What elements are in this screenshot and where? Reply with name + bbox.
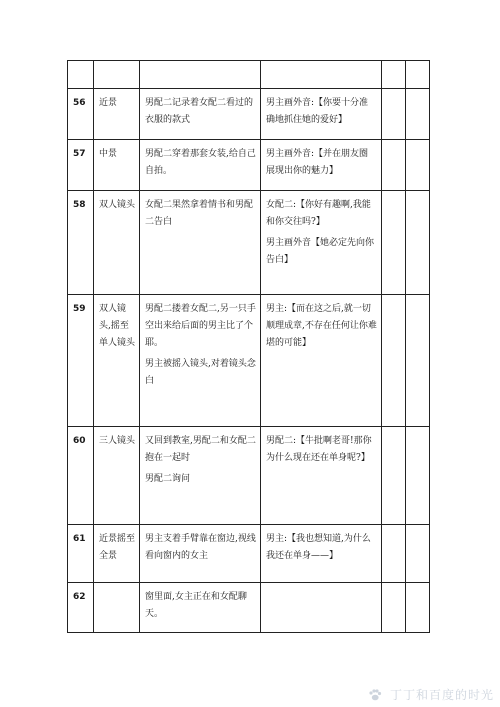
shot-type: 近景 [94,89,140,140]
audio-line: 男配二:【牛批啊老哥!那你为什么现在还在单身呢?】 [261,427,382,525]
shot-number: 58 [68,191,94,295]
shot-type: 中景 [94,140,140,191]
extra-cell [406,583,430,633]
table-row [68,295,430,427]
extra-cell [406,61,430,89]
extra-cell [406,427,430,525]
audio-line: 男主:【我也想知道,为什么我还在单身——】 [261,525,382,583]
shot-type [94,61,140,89]
scene-content: 又回到教室,男配二和女配二抱在一起时 男配二询问 [140,427,261,525]
shot-type: 双人镜头,摇至单人镜头 [94,295,140,427]
audio-line: 男主画外音:【并在朋友圈展现出你的魅力】 [261,140,382,191]
extra-cell [406,89,430,140]
extra-cell [406,191,430,295]
extra-cell [382,61,406,89]
extra-cell [382,525,406,583]
extra-cell [406,525,430,583]
extra-cell [382,583,406,633]
audio-line: 女配二:【你好有趣啊,我能和你交往吗?】 男主画外音【她必定先向你告白】 [261,191,382,295]
extra-cell [382,191,406,295]
shot-number: 60 [68,427,94,525]
shot-number: 59 [68,295,94,427]
audio-line: 男主:【而在这之后,就一切顺理成章,不存在任何让你难堪的可能】 [261,295,382,427]
audio-line [261,61,382,89]
scene-content: 女配二果然拿着情书和男配二告白 [140,191,261,295]
extra-cell [382,295,406,427]
shot-type [94,583,140,633]
extra-cell [406,295,430,427]
paw-logo-icon [368,688,382,702]
scene-content: 窗里面,女主正在和女配聊天。 [140,583,261,633]
extra-cell [382,140,406,191]
table-row [68,525,430,583]
scene-content [140,61,261,89]
shot-number: 57 [68,140,94,191]
scene-content: 男主支着手臂靠在窗边,视线看向窗内的女主 [140,525,261,583]
shot-number: 62 [68,583,94,633]
watermark [368,686,494,703]
scene-content: 男配二搂着女配二,另一只手空出来给后面的男主比了个耶。 男主被摇入镜头,对着镜头念白 [140,295,261,427]
audio-line: 男主画外音:【你要十分准确地抓住她的爱好】 [261,89,382,140]
shot-type: 近景摇至全景 [94,525,140,583]
table-row [68,191,430,295]
shot-type: 三人镜头 [94,427,140,525]
shot-type: 双人镜头 [94,191,140,295]
watermark-text: 丁丁和百度的时光 [389,688,494,702]
extra-cell [406,140,430,191]
table-row [68,583,430,633]
table-row [68,427,430,525]
shot-number: 61 [68,525,94,583]
extra-cell [382,427,406,525]
extra-cell [382,89,406,140]
shot-number: 56 [68,89,94,140]
table-row [68,140,430,191]
audio-line [261,583,382,633]
scene-content: 男配二穿着那套女装,给自己自拍。 [140,140,261,191]
shot-number [68,61,94,89]
table-row [68,61,430,89]
scene-content: 男配二记录着女配二看过的衣服的款式 [140,89,261,140]
table-row [68,89,430,140]
storyboard-table [67,60,430,633]
